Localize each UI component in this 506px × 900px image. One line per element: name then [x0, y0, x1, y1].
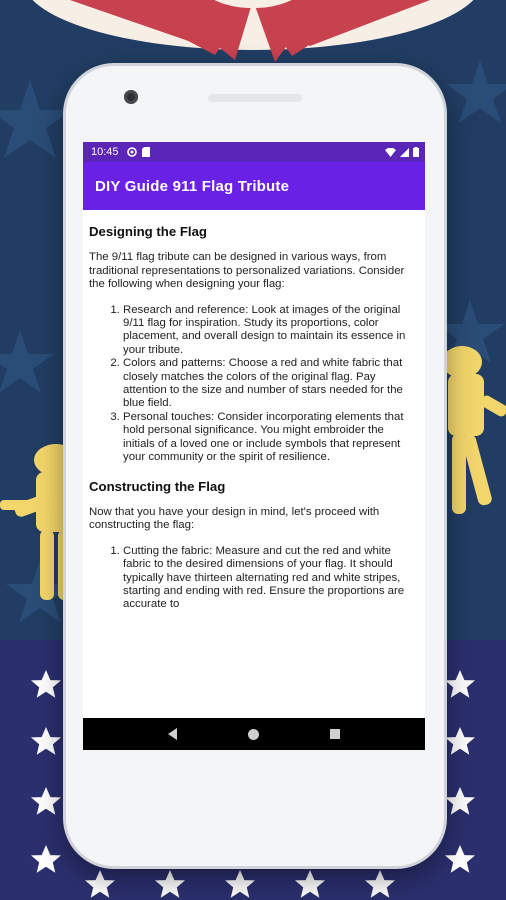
signal-icon — [400, 148, 409, 157]
home-icon[interactable] — [248, 729, 259, 740]
status-time: 10:45 — [91, 146, 119, 158]
back-icon[interactable] — [168, 728, 177, 740]
wifi-icon — [385, 148, 396, 157]
section-heading-designing: Designing the Flag — [89, 224, 207, 239]
status-bar — [83, 142, 425, 162]
section-intro-constructing: Now that you have your design in mind, let's proceed with constructing the flag: — [89, 505, 380, 532]
design-steps-list — [89, 304, 415, 465]
app-bar — [83, 162, 425, 210]
phone-screen — [83, 142, 425, 750]
list-item: 3. Personal touches: Consider incorporating elements that hold personal significance. You might embroider the initials of a loved one or include symbols that represent your community or the spirit of resilience. — [123, 411, 415, 465]
camera-icon — [124, 90, 138, 104]
list-item: 1. Research and reference: Look at images of the original 9/11 flag for inspiration. Study its proportions, color placement, and overall design to maintain its essence in your tribute. — [123, 304, 415, 358]
section-intro-designing: The 9/11 flag tribute can be designed in various ways, from traditional representations to personalized variations. Consider the following when designing your flag: — [89, 251, 405, 291]
battery-icon — [413, 147, 419, 157]
article-content[interactable] — [83, 210, 425, 718]
navigation-bar — [83, 718, 425, 750]
list-item: 1. Cutting the fabric: Measure and cut the red and white fabric to the desired dimensions of your flag. It should typically have thirteen alternating red and white stripes, starting and ending with red. Ensure the proportions are accurate to — [123, 545, 415, 612]
sd-card-icon — [142, 147, 150, 157]
phone-frame — [66, 66, 444, 866]
section-heading-constructing: Constructing the Flag — [89, 478, 226, 494]
recents-icon[interactable] — [330, 729, 340, 739]
sync-icon — [127, 147, 137, 157]
list-item: 2. Colors and patterns: Choose a red and white fabric that closely matches the colors of the original flag. Pay attention to the size and number of stars needed for the blue field. — [123, 357, 415, 411]
construction-steps-list — [89, 545, 415, 612]
app-title: DIY Guide 911 Flag Tribute — [95, 177, 290, 195]
speaker-grille — [208, 94, 302, 102]
